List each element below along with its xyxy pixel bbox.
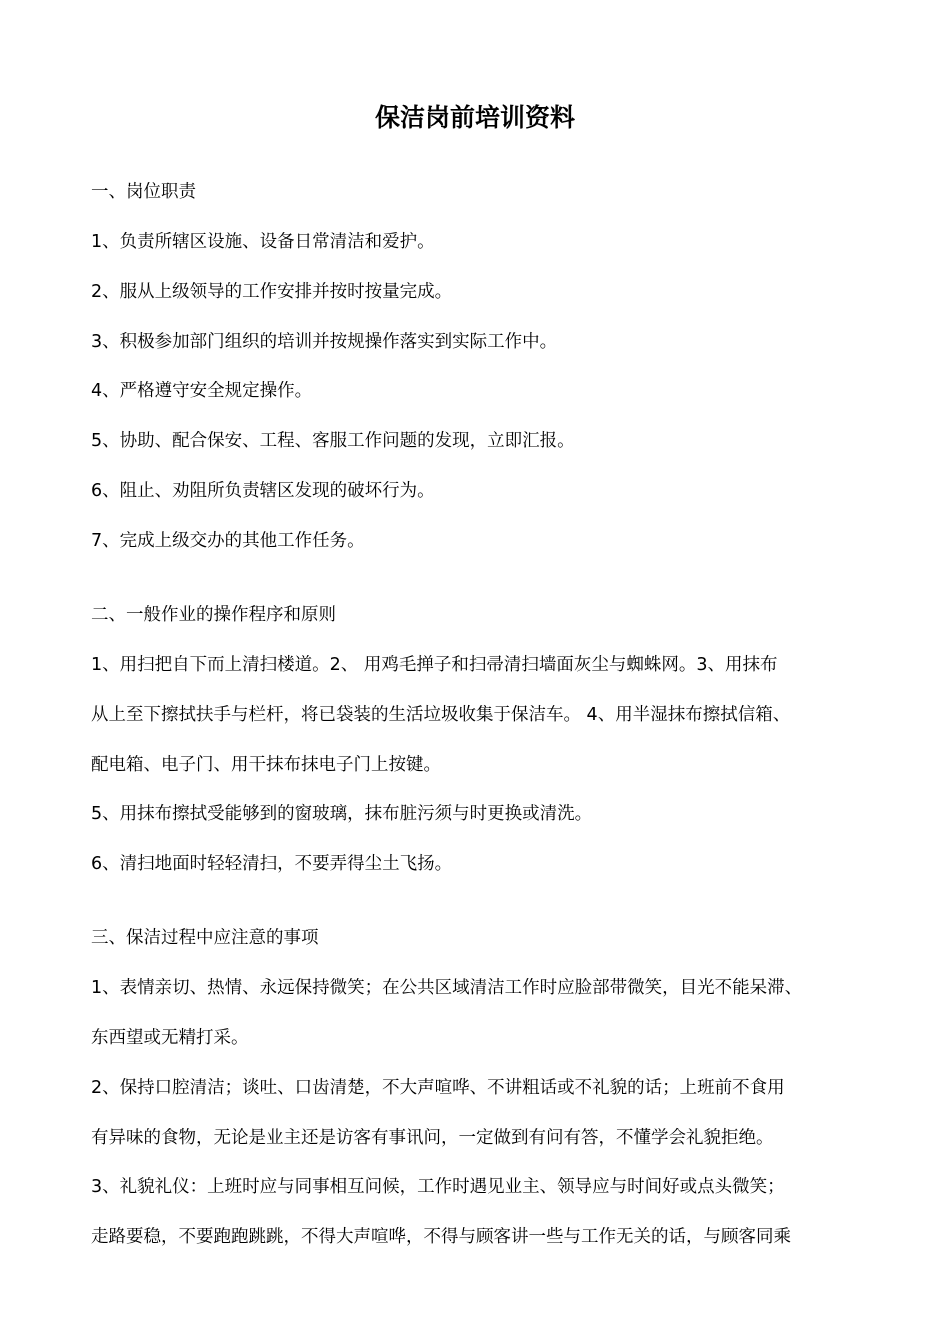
list-item: 5、协助、配合保安、工程、客服工作问题的发现，立即汇报。 <box>91 431 575 451</box>
list-item: 有异味的食物，无论是业主还是访客有事讯问，一定做到有问有答，不懂学会礼貌拒绝。 <box>91 1128 774 1148</box>
list-item: 4、严格遵守安全规定操作。 <box>91 381 313 401</box>
list-item: 从上至下擦拭扶手与栏杆，将已袋装的生活垃圾收集于保洁车。 4、用半湿抹布擦拭信箱、 <box>91 705 791 725</box>
list-item: 1、表情亲切、热情、永远保持微笑；在公共区域清洁工作时应脸部带微笑，目光不能呆滞、 <box>91 978 803 998</box>
list-item: 1、负责所辖区设施、设备日常清洁和爱护。 <box>91 232 435 252</box>
section-heading-notes: 三、保洁过程中应注意的事项 <box>91 928 319 948</box>
list-item: 7、完成上级交办的其他工作任务。 <box>91 531 365 551</box>
list-item: 2、服从上级领导的工作安排并按时按量完成。 <box>91 282 453 302</box>
list-item: 2、保持口腔清洁；谈吐、口齿清楚，不大声喧哗、不讲粗话或不礼貌的话；上班前不食用 <box>91 1078 785 1098</box>
list-item: 3、积极参加部门组织的培训并按规操作落实到实际工作中。 <box>91 332 558 352</box>
list-item: 走路要稳，不要跑跑跳跳，不得大声喧哗，不得与顾客讲一些与工作无关的话，与顾客同乘 <box>91 1227 791 1247</box>
list-item: 6、阻止、劝阻所负责辖区发现的破坏行为。 <box>91 481 435 501</box>
section-heading-duties: 一、岗位职责 <box>91 182 196 202</box>
list-item: 1、用扫把自下而上清扫楼道。2、 用鸡毛掸子和扫帚清扫墙面灰尘与蜘蛛网。3、用抹布 <box>91 655 778 675</box>
list-item: 配电箱、电子门、用干抹布抹电子门上按键。 <box>91 755 441 775</box>
list-item: 6、清扫地面时轻轻清扫，不要弄得尘土飞扬。 <box>91 854 453 874</box>
list-item: 东西望或无精打采。 <box>91 1028 249 1048</box>
document-title: 保洁岗前培训资料 <box>374 103 575 132</box>
list-item: 5、用抹布擦拭受能够到的窗玻璃，抹布脏污须与时更换或清洗。 <box>91 804 593 824</box>
list-item: 3、礼貌礼仪：上班时应与同事相互问候，工作时遇见业主、领导应与时间好或点头微笑； <box>91 1177 785 1197</box>
section-heading-procedures: 二、一般作业的操作程序和原则 <box>91 605 336 625</box>
